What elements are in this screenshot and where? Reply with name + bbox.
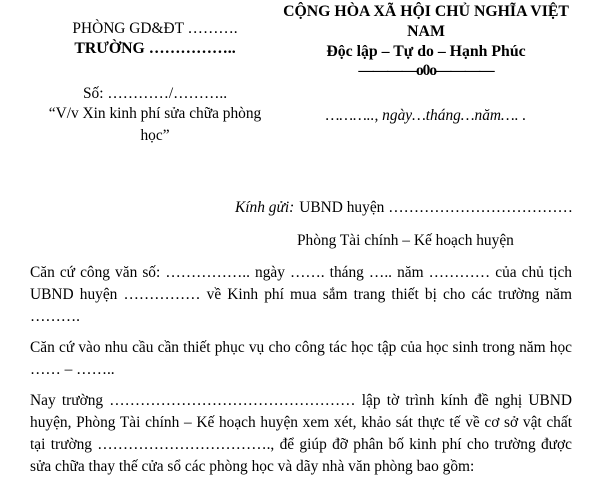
reference-number: Số: …………/………..: [82, 85, 228, 102]
school-name-line: TRƯỜNG ……………..: [74, 40, 236, 57]
body-paragraph-3: Nay trường ………………………………………… lập tờ trình kính đề nghị UBND huyện, Phòng Tài chính – Kế hoạch huyện xem xét, khảo sát thực tế về cơ sở vật chất tại trường ……………………………., để giúp đỡ phân bố kinh phí cho trường được sửa chữa thay thế cửa sổ các phòng học và dãy nhà văn phòng bao gồm:: [30, 392, 572, 475]
recipient-block: [30, 197, 572, 252]
subject-line: “V/v Xin kinh phí sửa chữa phòng học”: [48, 105, 262, 144]
salutation-line: [30, 197, 572, 219]
body-paragraph-1: Căn cứ công văn số: …………….. ngày ……. tháng ….. năm ………… của chủ tịch UBND huyện …………… về Kinh phí mua sắm trang thiết bị cho các trường năm ……….: [30, 264, 572, 325]
document-header: [30, 2, 572, 147]
separator-line: ————o0o————: [358, 62, 494, 79]
salutation-label: Kính gửi:: [235, 199, 295, 216]
national-title: CỘNG HÒA XÃ HỘI CHỦ NGHĨA VIỆT NAM: [283, 3, 569, 40]
national-header-block: [280, 2, 572, 126]
salutation-value: UBND huyện ………………………………: [299, 199, 573, 216]
issuing-authority-block: [30, 2, 280, 147]
body-paragraph-2: Căn cứ vào nhu cầu cần thiết phục vụ cho công tác học tập của học sinh trong năm học …… – ……..: [30, 339, 572, 378]
reference-block: [30, 85, 280, 147]
date-place-line: ……….., ngày…tháng…năm…. .: [325, 107, 527, 124]
national-motto: Độc lập – Tự do – Hạnh Phúc: [326, 43, 526, 60]
department-line: PHÒNG GD&ĐT ……….: [72, 20, 238, 37]
recipient-secondary-line: Phòng Tài chính – Kế hoạch huyện: [297, 232, 514, 249]
